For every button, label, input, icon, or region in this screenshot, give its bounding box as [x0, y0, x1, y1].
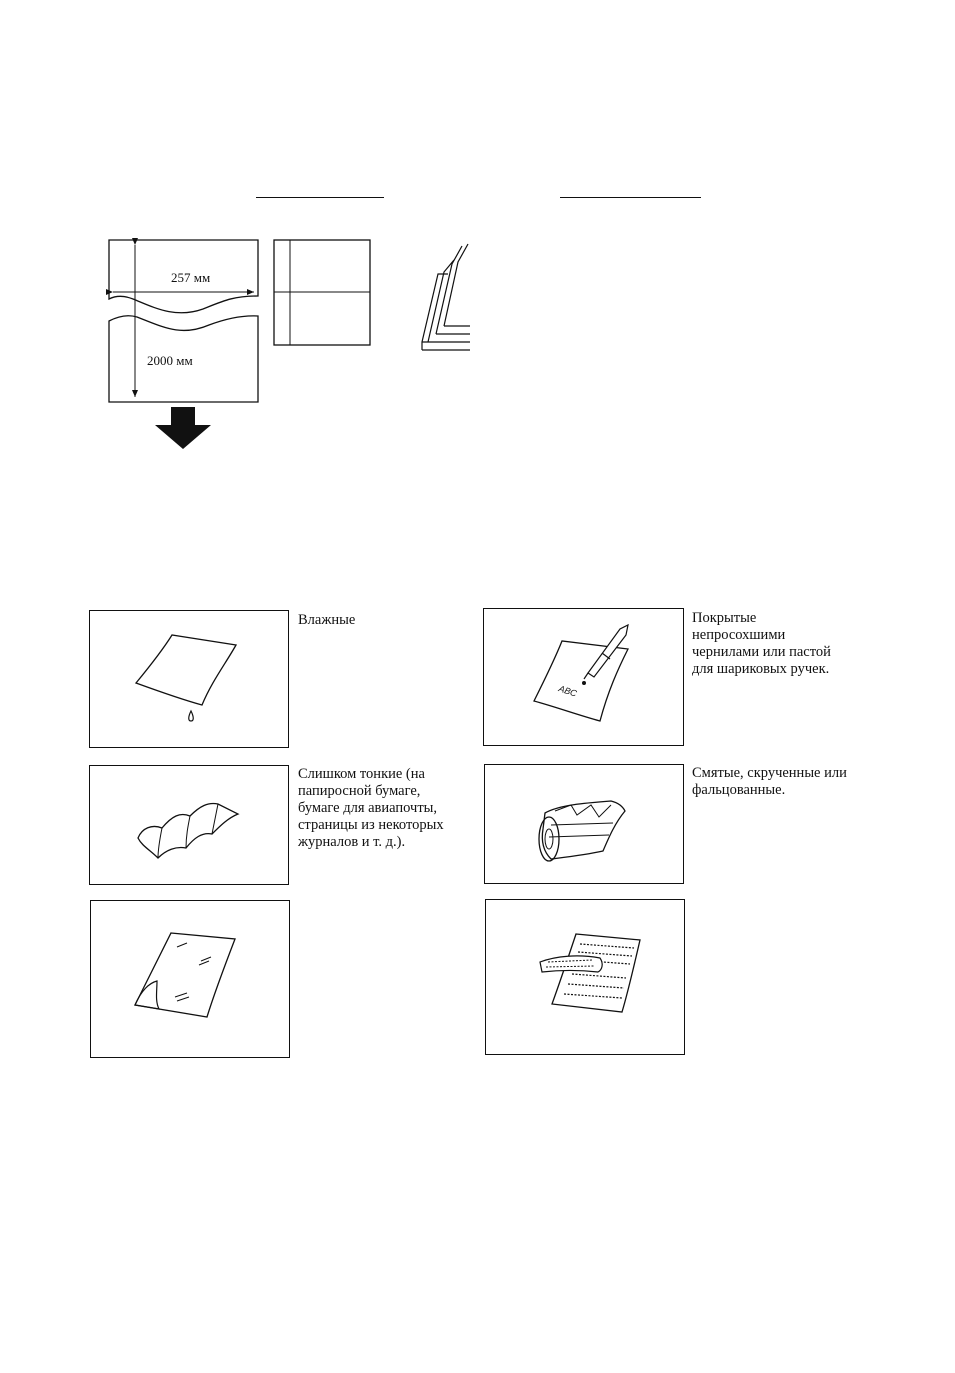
panel-ink-paper: [483, 608, 684, 746]
panel-thin-paper: [89, 765, 289, 885]
thin-paper-icon: [90, 766, 290, 886]
panel-crumpled-paper-caption: Смятые, скрученные или фальцованные.: [692, 765, 847, 798]
heading-rule-left: [256, 197, 384, 198]
wet-paper-icon: [90, 611, 290, 749]
panel-ink-paper-caption: Покрытые непросохшими чернилами или пастой для шариковых ручек.: [692, 610, 831, 677]
folded-sheet-diagram: [273, 239, 373, 347]
length-label: 2000 мм: [147, 353, 193, 368]
peeling-sheet-icon: [91, 901, 291, 1059]
panel-wet-paper: [89, 610, 289, 748]
width-label: 257 мм: [171, 270, 211, 285]
ink-pen-paper-icon: [484, 609, 685, 747]
panel-curled-printed-paper: [485, 899, 685, 1055]
stacked-sheets-diagram: [418, 244, 478, 356]
panel-peeling-sheet: [90, 900, 290, 1058]
crumpled-paper-icon: [485, 765, 685, 885]
panel-wet-paper-caption: Влажные: [298, 612, 356, 628]
down-arrow-icon: [155, 407, 211, 449]
panel-crumpled-paper: [484, 764, 684, 884]
curled-printed-paper-icon: [486, 900, 686, 1056]
illustration-abc-text: ABC: [557, 683, 579, 699]
panel-thin-paper-caption: Слишком тонкие (на папиросной бумаге, бумаге для авиапочты, страницы из некоторых журналов и т. д.).: [298, 766, 444, 850]
long-document-diagram: [105, 237, 275, 452]
heading-rule-right: [560, 197, 701, 198]
